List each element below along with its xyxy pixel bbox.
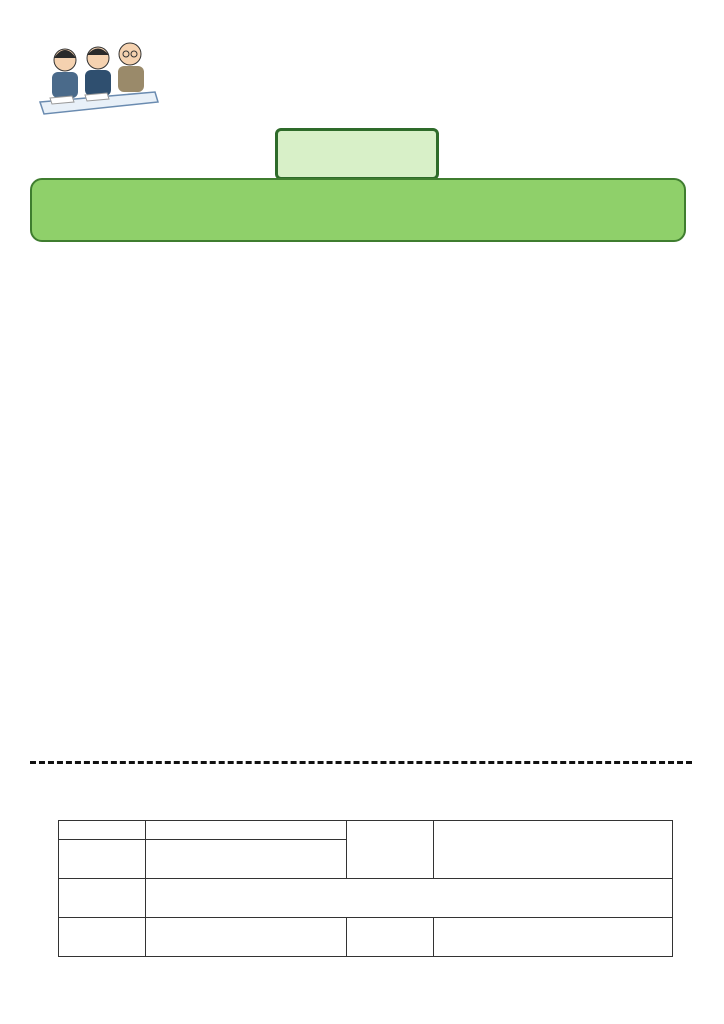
- address-label: [59, 879, 146, 918]
- application-form: [58, 820, 673, 957]
- people-illustration: [30, 40, 160, 120]
- name-label: [59, 840, 146, 879]
- name-input[interactable]: [146, 840, 347, 879]
- contact-input[interactable]: [146, 918, 347, 957]
- cut-line: [30, 761, 692, 764]
- furigana-label: [59, 821, 146, 840]
- intro-box: [30, 178, 686, 242]
- work-label: [347, 918, 434, 957]
- capacity-badge: [275, 128, 439, 180]
- birth-input[interactable]: [434, 821, 673, 879]
- address-input[interactable]: [146, 879, 673, 918]
- schedule-row: [60, 258, 148, 278]
- birth-label: [347, 821, 434, 879]
- furigana-input[interactable]: [146, 821, 347, 840]
- work-input[interactable]: [434, 918, 673, 957]
- contact-label: [59, 918, 146, 957]
